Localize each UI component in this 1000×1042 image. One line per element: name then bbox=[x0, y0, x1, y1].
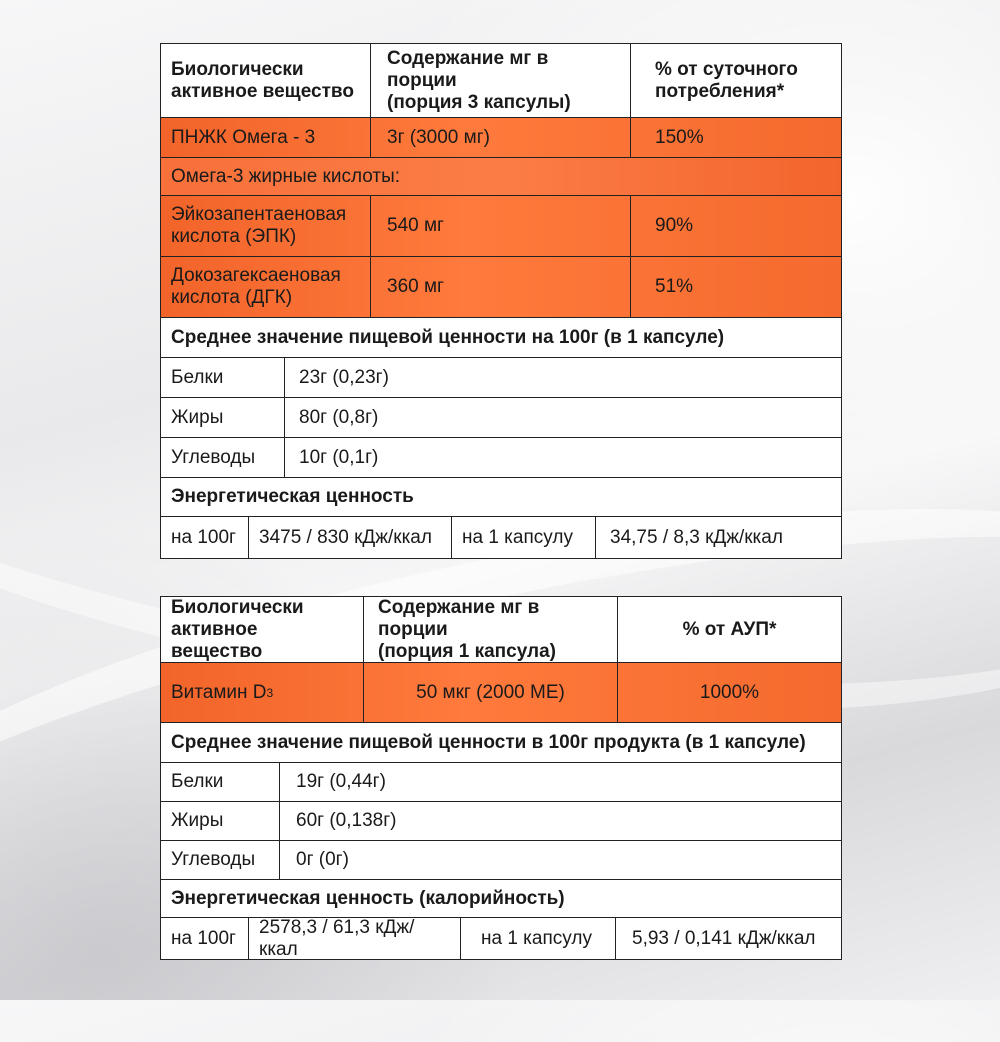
substance-percent: 150% bbox=[655, 126, 704, 148]
table-row bbox=[161, 196, 841, 257]
header-text: Биологически bbox=[171, 58, 304, 80]
header-text: Содержание мг в порции bbox=[378, 596, 540, 640]
nutrient-name: Углеводы bbox=[161, 438, 285, 477]
table-header-row bbox=[161, 44, 841, 118]
energy-title: Энергетическая ценность bbox=[171, 486, 414, 507]
header-amount bbox=[364, 597, 618, 662]
nutrient-value: 60г (0,138г) bbox=[296, 810, 397, 831]
header-percent bbox=[631, 44, 841, 117]
substance-name: ПНЖК Омега - 3 bbox=[161, 118, 371, 157]
energy-per-capsule-label: на 1 капсулу bbox=[461, 918, 616, 959]
table-row bbox=[161, 398, 841, 438]
substance-percent: 51% bbox=[655, 276, 694, 297]
header-text: активное вещество bbox=[171, 618, 263, 662]
header-text: потребления* bbox=[655, 80, 785, 102]
substance-name-subscript: 3 bbox=[266, 685, 274, 700]
energy-row bbox=[161, 517, 841, 558]
energy-row bbox=[161, 918, 841, 959]
table-row bbox=[161, 763, 841, 802]
substance-name-line: Эйкозапентаеновая bbox=[171, 204, 347, 225]
header-text: % от суточного bbox=[655, 58, 798, 80]
table-row bbox=[161, 158, 841, 196]
table-row bbox=[161, 663, 841, 723]
substance-name-text: Витамин D bbox=[171, 681, 267, 703]
nutrient-value: 0г (0г) bbox=[296, 849, 349, 870]
nutrient-name: Белки bbox=[161, 358, 285, 397]
nutrient-name: Углеводы bbox=[161, 841, 280, 879]
nutrient-value: 80г (0,8г) bbox=[299, 406, 379, 428]
energy-title: Энергетическая ценность (калорийность) bbox=[171, 887, 565, 909]
substance-amount: 540 мг bbox=[371, 196, 631, 256]
energy-per-capsule-value: 34,75 / 8,3 кДж/ккал bbox=[610, 526, 783, 548]
header-percent: % от АУП* bbox=[682, 618, 777, 640]
substance-percent: 1000% bbox=[699, 681, 760, 703]
energy-per100-value: 2578,3 / 61,3 кДж/ккал bbox=[249, 918, 461, 959]
substance-amount: 50 мкг (2000 МЕ) bbox=[364, 663, 618, 722]
table-row bbox=[161, 358, 841, 398]
header-text: Содержание мг в порции bbox=[387, 47, 549, 91]
nutrient-name: Белки bbox=[161, 763, 280, 801]
substance-name-line: кислота (ЭПК) bbox=[171, 226, 297, 247]
section-title-row bbox=[161, 318, 841, 358]
header-text: активное вещество bbox=[171, 80, 354, 102]
nutrient-name: Жиры bbox=[161, 802, 280, 840]
substance-name bbox=[161, 196, 371, 256]
energy-per-capsule-value: 5,93 / 0,141 кДж/ккал bbox=[632, 927, 816, 949]
table-row bbox=[161, 257, 841, 318]
section-title-row bbox=[161, 880, 841, 918]
omega3-composition-table bbox=[160, 43, 842, 559]
nutrient-value: 23г (0,23г) bbox=[299, 366, 389, 388]
vitamin-d3-composition-table bbox=[160, 596, 842, 960]
nutrient-value: 19г (0,44г) bbox=[296, 771, 386, 792]
header-amount bbox=[371, 44, 631, 117]
energy-per-capsule-label: на 1 капсулу bbox=[452, 517, 596, 558]
substance-amount: 3г (3000 мг) bbox=[371, 118, 631, 157]
substance-name bbox=[161, 257, 371, 317]
table-row bbox=[161, 438, 841, 478]
header-text: Биологически bbox=[171, 596, 304, 618]
substance-name-line: Докозагексаеновая bbox=[171, 265, 341, 286]
energy-per100-value: 3475 / 830 кДж/ккал bbox=[249, 517, 452, 558]
section-title-row bbox=[161, 478, 841, 517]
header-text: (порция 3 капсулы) bbox=[387, 91, 571, 113]
substance-amount: 360 мг bbox=[371, 257, 631, 317]
energy-per100-label: на 100г bbox=[161, 517, 249, 558]
fatty-acids-label: Омега-3 жирные кислоты: bbox=[171, 165, 401, 187]
nutrient-value: 10г (0,1г) bbox=[299, 446, 379, 468]
table-header-row bbox=[161, 597, 841, 663]
nutrition-title: Среднее значение пищевой ценности на 100г (в 1 капсуле) bbox=[171, 326, 725, 348]
table-row bbox=[161, 118, 841, 158]
header-text: (порция 1 капсула) bbox=[378, 640, 556, 662]
table-row bbox=[161, 841, 841, 880]
header-substance bbox=[161, 597, 364, 662]
section-title-row bbox=[161, 723, 841, 763]
energy-per100-label: на 100г bbox=[161, 918, 249, 959]
substance-name bbox=[161, 663, 364, 722]
substance-name-line: кислота (ДГК) bbox=[171, 287, 293, 308]
nutrient-name: Жиры bbox=[161, 398, 285, 437]
header-substance bbox=[161, 44, 371, 117]
nutrition-title: Среднее значение пищевой ценности в 100г продукта (в 1 капсуле) bbox=[171, 731, 806, 753]
table-row bbox=[161, 802, 841, 841]
substance-percent: 90% bbox=[655, 215, 694, 236]
